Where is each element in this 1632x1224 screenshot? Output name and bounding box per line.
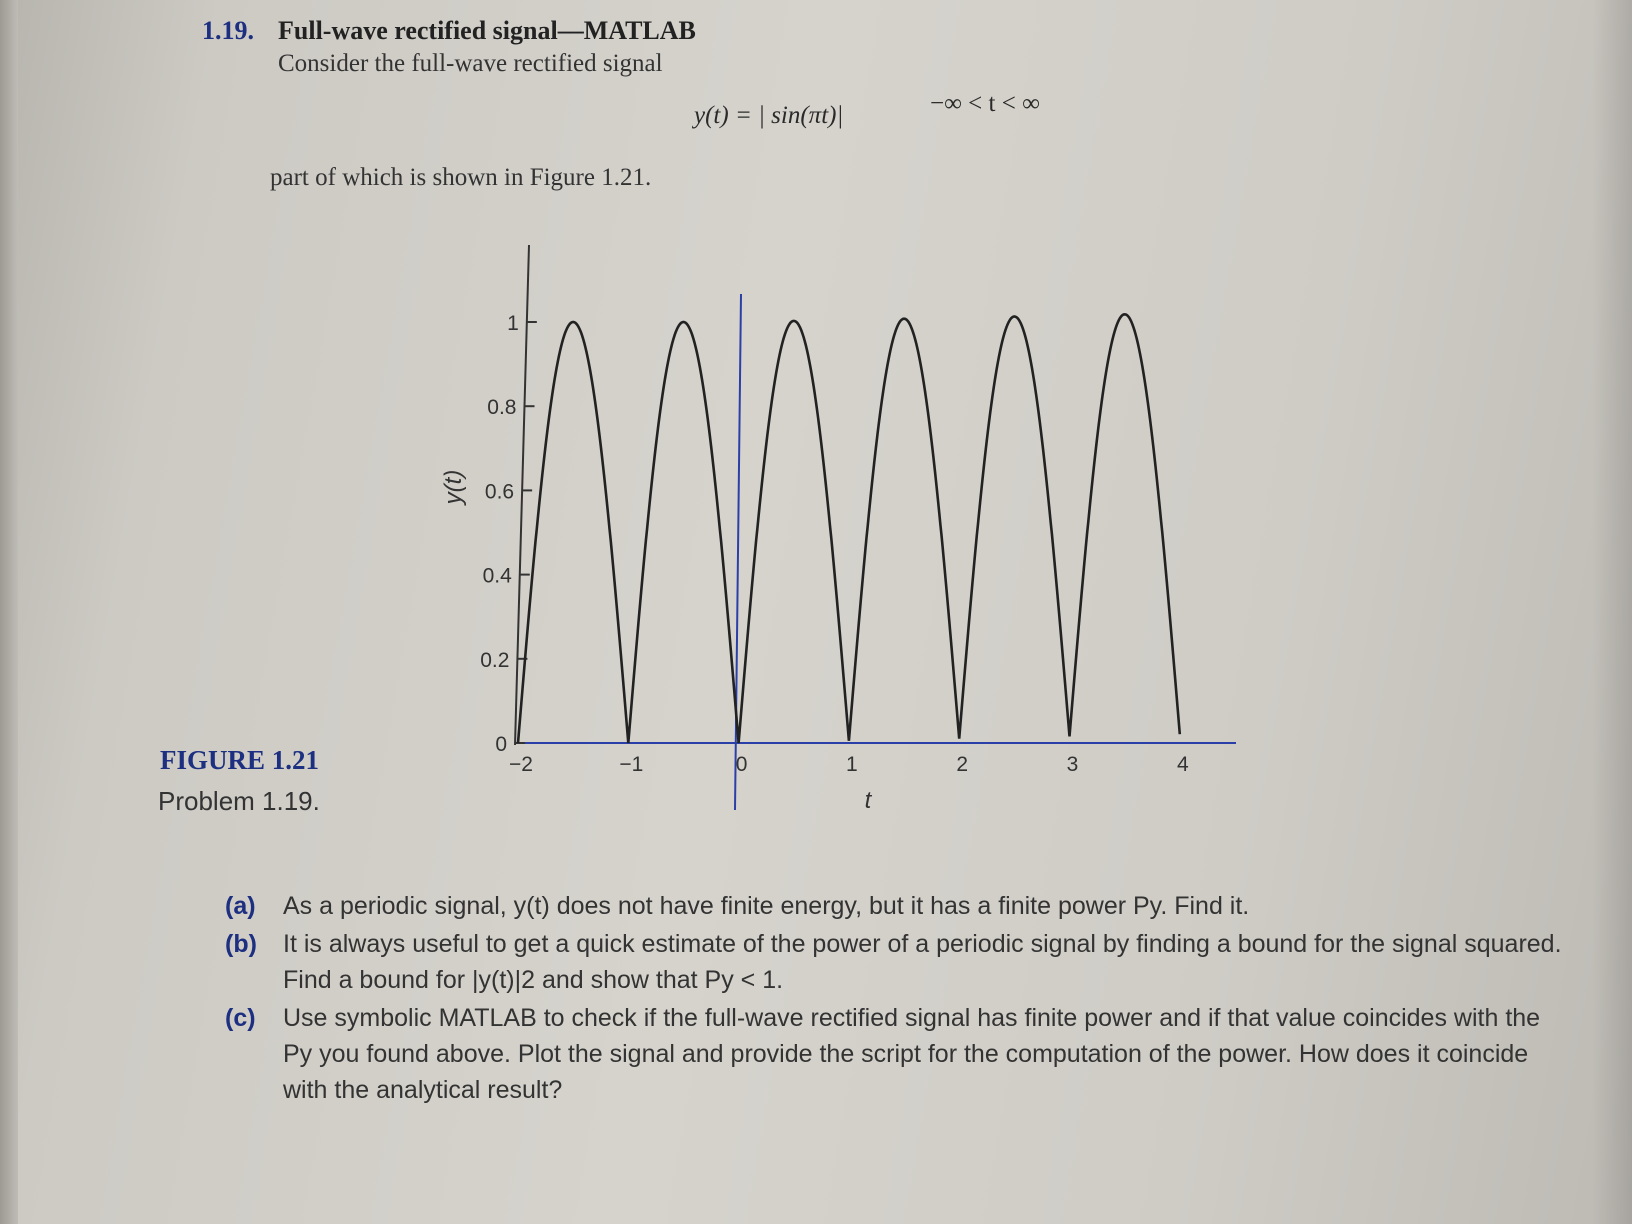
x-tick-label: 2 <box>956 753 969 776</box>
y-tick-label: 0.8 <box>487 396 517 420</box>
figure-caption: Problem 1.19. <box>158 786 320 816</box>
part-a-label: (a) <box>225 892 256 920</box>
part-b <box>225 926 1575 998</box>
signal-equation: y(t) = | sin(πt)| <box>694 102 844 129</box>
problem-parts <box>225 888 1575 1110</box>
figure-reference: part of which is shown in Figure 1.21. <box>270 164 652 191</box>
y-tick-label: 0.6 <box>484 480 515 504</box>
y-tick-label: 0.2 <box>480 648 510 672</box>
y-tick-label: 0.4 <box>482 564 512 588</box>
x-tick-label: 0 <box>735 753 748 776</box>
part-a <box>225 888 1575 924</box>
part-a-text: As a periodic signal, y(t) does not have finite energy, but it has a finite power Py. Find it. <box>283 892 1250 920</box>
y-tick-label: 1 <box>507 312 519 335</box>
figure-label: FIGURE 1.21 <box>160 745 320 775</box>
x-tick-label: 3 <box>1066 753 1079 776</box>
part-c <box>225 1000 1575 1108</box>
problem-intro: Consider the full-wave rectified signal <box>278 50 663 77</box>
x-tick-label: 1 <box>846 753 858 776</box>
y-tick-label: 0 <box>495 733 508 756</box>
x-tick-label: −2 <box>509 753 533 776</box>
part-c-label: (c) <box>225 1004 256 1032</box>
signal-range: −∞ < t < ∞ <box>930 90 1040 117</box>
y-axis-label: y(t) <box>440 469 467 505</box>
x-tick-label: −1 <box>619 753 644 776</box>
problem-number: 1.19. <box>202 16 254 45</box>
x-axis-label: t <box>864 787 872 814</box>
part-b-label: (b) <box>225 930 257 958</box>
signal-curve <box>518 314 1180 743</box>
x-tick-label: 4 <box>1176 753 1189 776</box>
part-c-text: Use symbolic MATLAB to check if the full-wave rectified signal has finite power and if that value coincides with the Py you found above. Plot the signal and provide the script for the computation of the power. How does it coincide with the analytical result? <box>283 1004 1541 1104</box>
problem-title: Full-wave rectified signal—MATLAB <box>278 16 696 45</box>
part-b-text: It is always useful to get a quick estimate of the power of a periodic signal by finding a bound for the signal squared. Find a bound for |y(t)|2 and show that Py < 1. <box>283 930 1562 994</box>
